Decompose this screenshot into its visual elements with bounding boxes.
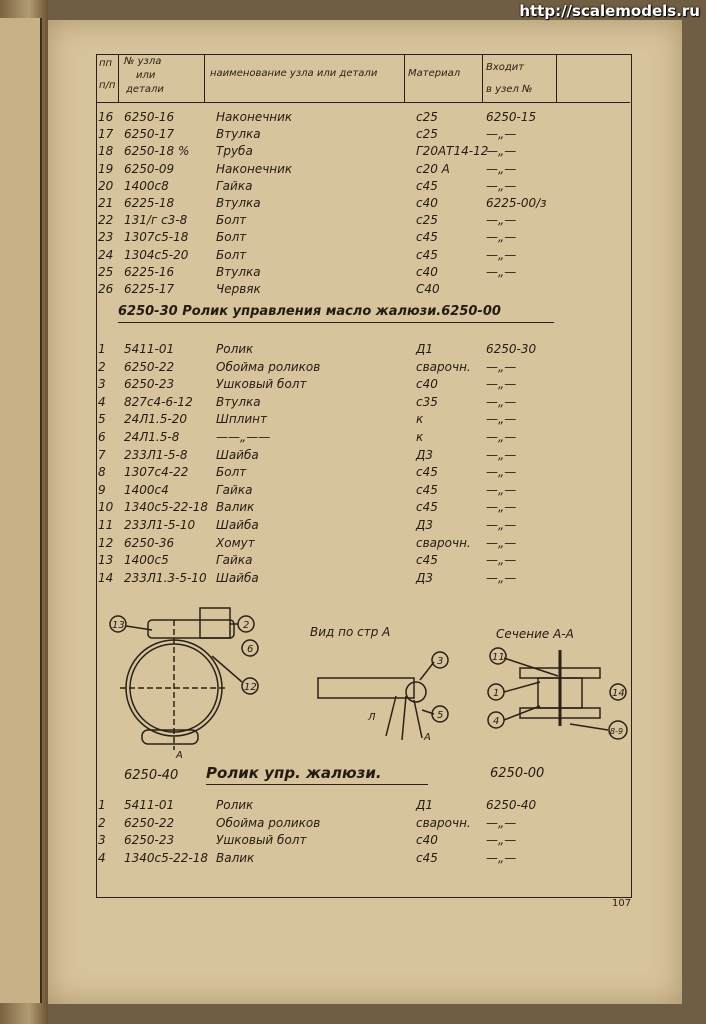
- row-material: с45: [416, 247, 438, 262]
- row-material: сварочн.: [416, 359, 471, 374]
- row-name: Шайба: [216, 570, 259, 585]
- table-row: [98, 265, 618, 283]
- section3-code: 6250-40: [124, 768, 179, 783]
- row-number: 3: [98, 833, 106, 848]
- table-row: [98, 127, 618, 145]
- table-row: [98, 816, 618, 834]
- table-row: [98, 360, 618, 378]
- row-ref: —„—: [486, 535, 517, 550]
- section-title: Сечение А-А: [496, 627, 574, 641]
- row-code: 1307с5-18: [124, 230, 189, 245]
- header-code-3: детали: [126, 84, 164, 95]
- header-num-1: пп: [99, 58, 113, 69]
- row-name: Втулка: [216, 394, 261, 409]
- row-material: с35: [416, 394, 438, 409]
- header-material: Материал: [408, 68, 461, 79]
- table-row: [98, 833, 618, 851]
- row-material: с40: [416, 377, 438, 392]
- row-code: 6250-36: [124, 535, 175, 550]
- row-ref: —„—: [486, 359, 517, 374]
- roller-housing: [148, 620, 234, 638]
- header-divider: [556, 54, 557, 102]
- leader-3: [420, 662, 434, 680]
- row-number: 22: [98, 213, 114, 228]
- callout-12: 12: [244, 682, 257, 693]
- row-number: 6: [98, 430, 106, 444]
- section3-underline: [206, 784, 428, 785]
- table-row: [98, 483, 618, 501]
- table-row: [98, 248, 618, 266]
- row-code: 6250-23: [124, 377, 175, 392]
- table-row: [98, 282, 618, 300]
- row-material: с45: [416, 850, 438, 865]
- table-row: [98, 500, 618, 518]
- row-number: 1: [98, 798, 106, 812]
- row-number: 4: [98, 394, 106, 409]
- row-ref: —„—: [486, 833, 517, 848]
- row-material: с45: [416, 178, 438, 193]
- callout-2: 2: [243, 620, 250, 631]
- row-code: 233Л1-5-8: [124, 447, 188, 462]
- row-material: Г20АТ14-12: [416, 144, 489, 159]
- row-material: Д3: [416, 570, 434, 585]
- row-ref: —„—: [486, 430, 517, 444]
- table-row: [98, 144, 618, 162]
- row-ref: —„—: [486, 815, 517, 830]
- row-material: Д1: [416, 342, 434, 356]
- table-row: [98, 342, 618, 360]
- row-material: С40: [416, 282, 440, 296]
- row-name: Наконечник: [216, 110, 293, 124]
- row-code: 24Л1.5-8: [124, 430, 180, 444]
- section2-title: 6250-30 Ролик управления масло жалюзи.6250-00: [118, 304, 501, 319]
- table-row: [98, 448, 618, 466]
- row-material: Д3: [416, 518, 434, 532]
- table-row: [98, 196, 618, 214]
- row-ref: —„—: [486, 518, 517, 532]
- section3-title: Ролик упр. жалюзи.: [206, 764, 382, 782]
- row-number: 14: [98, 570, 114, 585]
- table-row: [98, 518, 618, 536]
- row-material: с45: [416, 553, 438, 568]
- row-number: 19: [98, 161, 114, 176]
- row-name: Валик: [216, 850, 255, 865]
- table-row: [98, 179, 618, 197]
- table-row: [98, 395, 618, 413]
- row-name: Гайка: [216, 553, 253, 568]
- row-code: 1304с5-20: [124, 247, 189, 262]
- row-ref: 6250-30: [486, 342, 537, 356]
- header-divider: [204, 54, 205, 102]
- row-name: Втулка: [216, 264, 261, 279]
- row-material: с45: [416, 500, 438, 515]
- row-ref: —„—: [486, 178, 517, 193]
- row-ref: —„—: [486, 465, 517, 480]
- row-material: с25: [416, 110, 438, 124]
- row-number: 26: [98, 282, 114, 296]
- row-material: сварочн.: [416, 815, 471, 830]
- header-code-1: № узла: [124, 56, 162, 67]
- header-divider: [482, 54, 483, 102]
- row-code: 5411-01: [124, 342, 175, 356]
- table-row: [98, 162, 618, 180]
- row-number: 17: [98, 127, 114, 142]
- row-name: Ушковый болт: [216, 377, 307, 392]
- row-ref: 6250-15: [486, 110, 537, 124]
- callout-a: А: [176, 750, 183, 761]
- callout-5: 5: [437, 710, 444, 721]
- row-name: Обойма роликов: [216, 815, 321, 830]
- row-number: 18: [98, 144, 114, 159]
- row-number: 16: [98, 110, 114, 124]
- row-number: 2: [98, 815, 106, 830]
- callout-13: 13: [112, 620, 125, 631]
- leader-11: [504, 658, 558, 676]
- row-code: 24Л1.5-20: [124, 412, 187, 427]
- row-name: Хомут: [216, 535, 255, 550]
- row-code: 6225-17: [124, 282, 175, 296]
- row-code: 827с4-6-12: [124, 394, 193, 409]
- table-row: [98, 798, 618, 816]
- header-divider: [404, 54, 405, 102]
- row-number: 20: [98, 178, 114, 193]
- header-name: наименование узла или детали: [210, 68, 378, 79]
- assembly-drawing: [100, 600, 630, 770]
- row-material: к: [416, 412, 424, 427]
- table-row: [98, 465, 618, 483]
- row-number: 3: [98, 377, 106, 392]
- row-material: с40: [416, 196, 438, 210]
- view-eye: [406, 682, 426, 702]
- row-name: Болт: [216, 465, 247, 480]
- row-code: 131/г с3-8: [124, 213, 188, 228]
- header-ref-2: в узел №: [486, 84, 533, 95]
- row-ref: —„—: [486, 553, 517, 568]
- row-ref: —„—: [486, 447, 517, 462]
- row-name: Обойма роликов: [216, 359, 321, 374]
- row-material: сварочн.: [416, 535, 471, 550]
- row-number: 8: [98, 465, 106, 480]
- row-code: 1400с4: [124, 482, 169, 497]
- row-code: 6225-16: [124, 264, 175, 279]
- page-number: 107: [612, 898, 632, 909]
- row-ref: —„—: [486, 570, 517, 585]
- row-code: 6225-18: [124, 196, 175, 210]
- leader-1: [504, 682, 540, 692]
- row-code: 1400с8: [124, 178, 169, 193]
- view-title: Вид по стр А: [310, 625, 391, 639]
- row-name: Труба: [216, 144, 253, 159]
- row-code: 233Л1.3-5-10: [124, 570, 207, 585]
- row-name: Втулка: [216, 127, 261, 142]
- callout-14: 14: [612, 688, 625, 699]
- row-number: 1: [98, 342, 106, 356]
- row-number: 25: [98, 264, 114, 279]
- row-ref: —„—: [486, 412, 517, 427]
- row-code: 6250-22: [124, 815, 175, 830]
- row-ref: —„—: [486, 247, 517, 262]
- row-number: 11: [98, 518, 114, 532]
- table-row: [98, 377, 618, 395]
- row-material: с25: [416, 127, 438, 142]
- row-code: 1340с5-22-18: [124, 500, 208, 515]
- row-name: Шплинт: [216, 412, 267, 427]
- header-ref-1: Входит: [486, 62, 525, 73]
- row-name: Червяк: [216, 282, 261, 296]
- table-row: [98, 571, 618, 589]
- row-material: с45: [416, 482, 438, 497]
- row-number: 12: [98, 535, 114, 550]
- callout-4: 4: [493, 716, 500, 727]
- row-material: с20 А: [416, 161, 450, 176]
- row-number: 24: [98, 247, 114, 262]
- row-code: 1340с5-22-18: [124, 850, 208, 865]
- row-ref: —„—: [486, 500, 517, 515]
- row-material: с40: [416, 833, 438, 848]
- row-ref: —„—: [486, 213, 517, 228]
- row-ref: —„—: [486, 264, 517, 279]
- roller-bracket: [200, 608, 230, 638]
- row-ref: —„—: [486, 394, 517, 409]
- header-code-2: или: [136, 70, 156, 81]
- row-code: 6250-22: [124, 359, 175, 374]
- row-code: 6250-23: [124, 833, 175, 848]
- row-code: 1307с4-22: [124, 465, 189, 480]
- row-ref: —„—: [486, 850, 517, 865]
- row-material: с45: [416, 465, 438, 480]
- row-ref: —„—: [486, 230, 517, 245]
- row-number: 21: [98, 196, 114, 210]
- row-ref: 6225-00/з: [486, 196, 547, 210]
- row-name: Наконечник: [216, 161, 293, 176]
- table-row: [98, 230, 618, 248]
- row-name: Болт: [216, 230, 247, 245]
- row-number: 5: [98, 412, 106, 427]
- row-name: Гайка: [216, 178, 253, 193]
- row-name: Шайба: [216, 447, 259, 462]
- row-code: 6250-18 %: [124, 144, 190, 159]
- table-row: [98, 110, 618, 128]
- callout-3: 3: [437, 656, 444, 667]
- row-ref: —„—: [486, 144, 517, 159]
- section3-ref: 6250-00: [490, 766, 545, 781]
- header-divider: [118, 54, 119, 102]
- row-code: 6250-17: [124, 127, 175, 142]
- row-code: 233Л1-5-10: [124, 518, 196, 532]
- row-code: 6250-16: [124, 110, 175, 124]
- callout-11: 11: [492, 652, 505, 663]
- table-row: [98, 536, 618, 554]
- row-name: Шайба: [216, 518, 259, 532]
- row-material: Д1: [416, 798, 434, 812]
- table-row: [98, 851, 618, 869]
- callout-l: Л: [368, 712, 376, 723]
- callout-view-a: А: [424, 732, 431, 743]
- row-number: 10: [98, 500, 114, 515]
- row-code: 5411-01: [124, 798, 175, 812]
- header-num-2: п/п: [99, 80, 116, 91]
- row-ref: —„—: [486, 127, 517, 142]
- leader-8-9: [570, 724, 608, 730]
- row-material: с25: [416, 213, 438, 228]
- row-number: 13: [98, 553, 114, 568]
- row-material: к: [416, 430, 424, 444]
- section2-underline: [118, 322, 554, 323]
- row-code: 1400с5: [124, 553, 169, 568]
- row-number: 23: [98, 230, 114, 245]
- table-row: [98, 213, 618, 231]
- row-ref: 6250-40: [486, 798, 537, 812]
- row-name: Болт: [216, 247, 247, 262]
- row-material: с40: [416, 264, 438, 279]
- table-row: [98, 412, 618, 430]
- table-header: [96, 54, 630, 103]
- watermark: http://scalemodels.ru: [519, 2, 700, 20]
- row-code: 6250-09: [124, 161, 175, 176]
- row-name: Втулка: [216, 196, 261, 210]
- row-name: Болт: [216, 213, 247, 228]
- row-number: 4: [98, 850, 106, 865]
- table-row: [98, 430, 618, 448]
- row-ref: —„—: [486, 161, 517, 176]
- row-name: Ролик: [216, 342, 254, 356]
- row-material: с45: [416, 230, 438, 245]
- row-number: 7: [98, 447, 106, 462]
- row-name: Ушковый болт: [216, 833, 307, 848]
- row-number: 9: [98, 482, 106, 497]
- row-name: Ролик: [216, 798, 254, 812]
- row-name: Гайка: [216, 482, 253, 497]
- table-row: [98, 553, 618, 571]
- left-page-edge: [0, 18, 42, 1003]
- row-ref: —„—: [486, 377, 517, 392]
- row-name: ——„——: [216, 430, 271, 444]
- callout-1: 1: [493, 688, 500, 699]
- row-number: 2: [98, 359, 106, 374]
- view-roller: [318, 678, 414, 698]
- row-material: Д3: [416, 447, 434, 462]
- callout-8-9: 8-9: [610, 727, 624, 736]
- row-name: Валик: [216, 500, 255, 515]
- row-ref: —„—: [486, 482, 517, 497]
- callout-6: 6: [247, 644, 254, 655]
